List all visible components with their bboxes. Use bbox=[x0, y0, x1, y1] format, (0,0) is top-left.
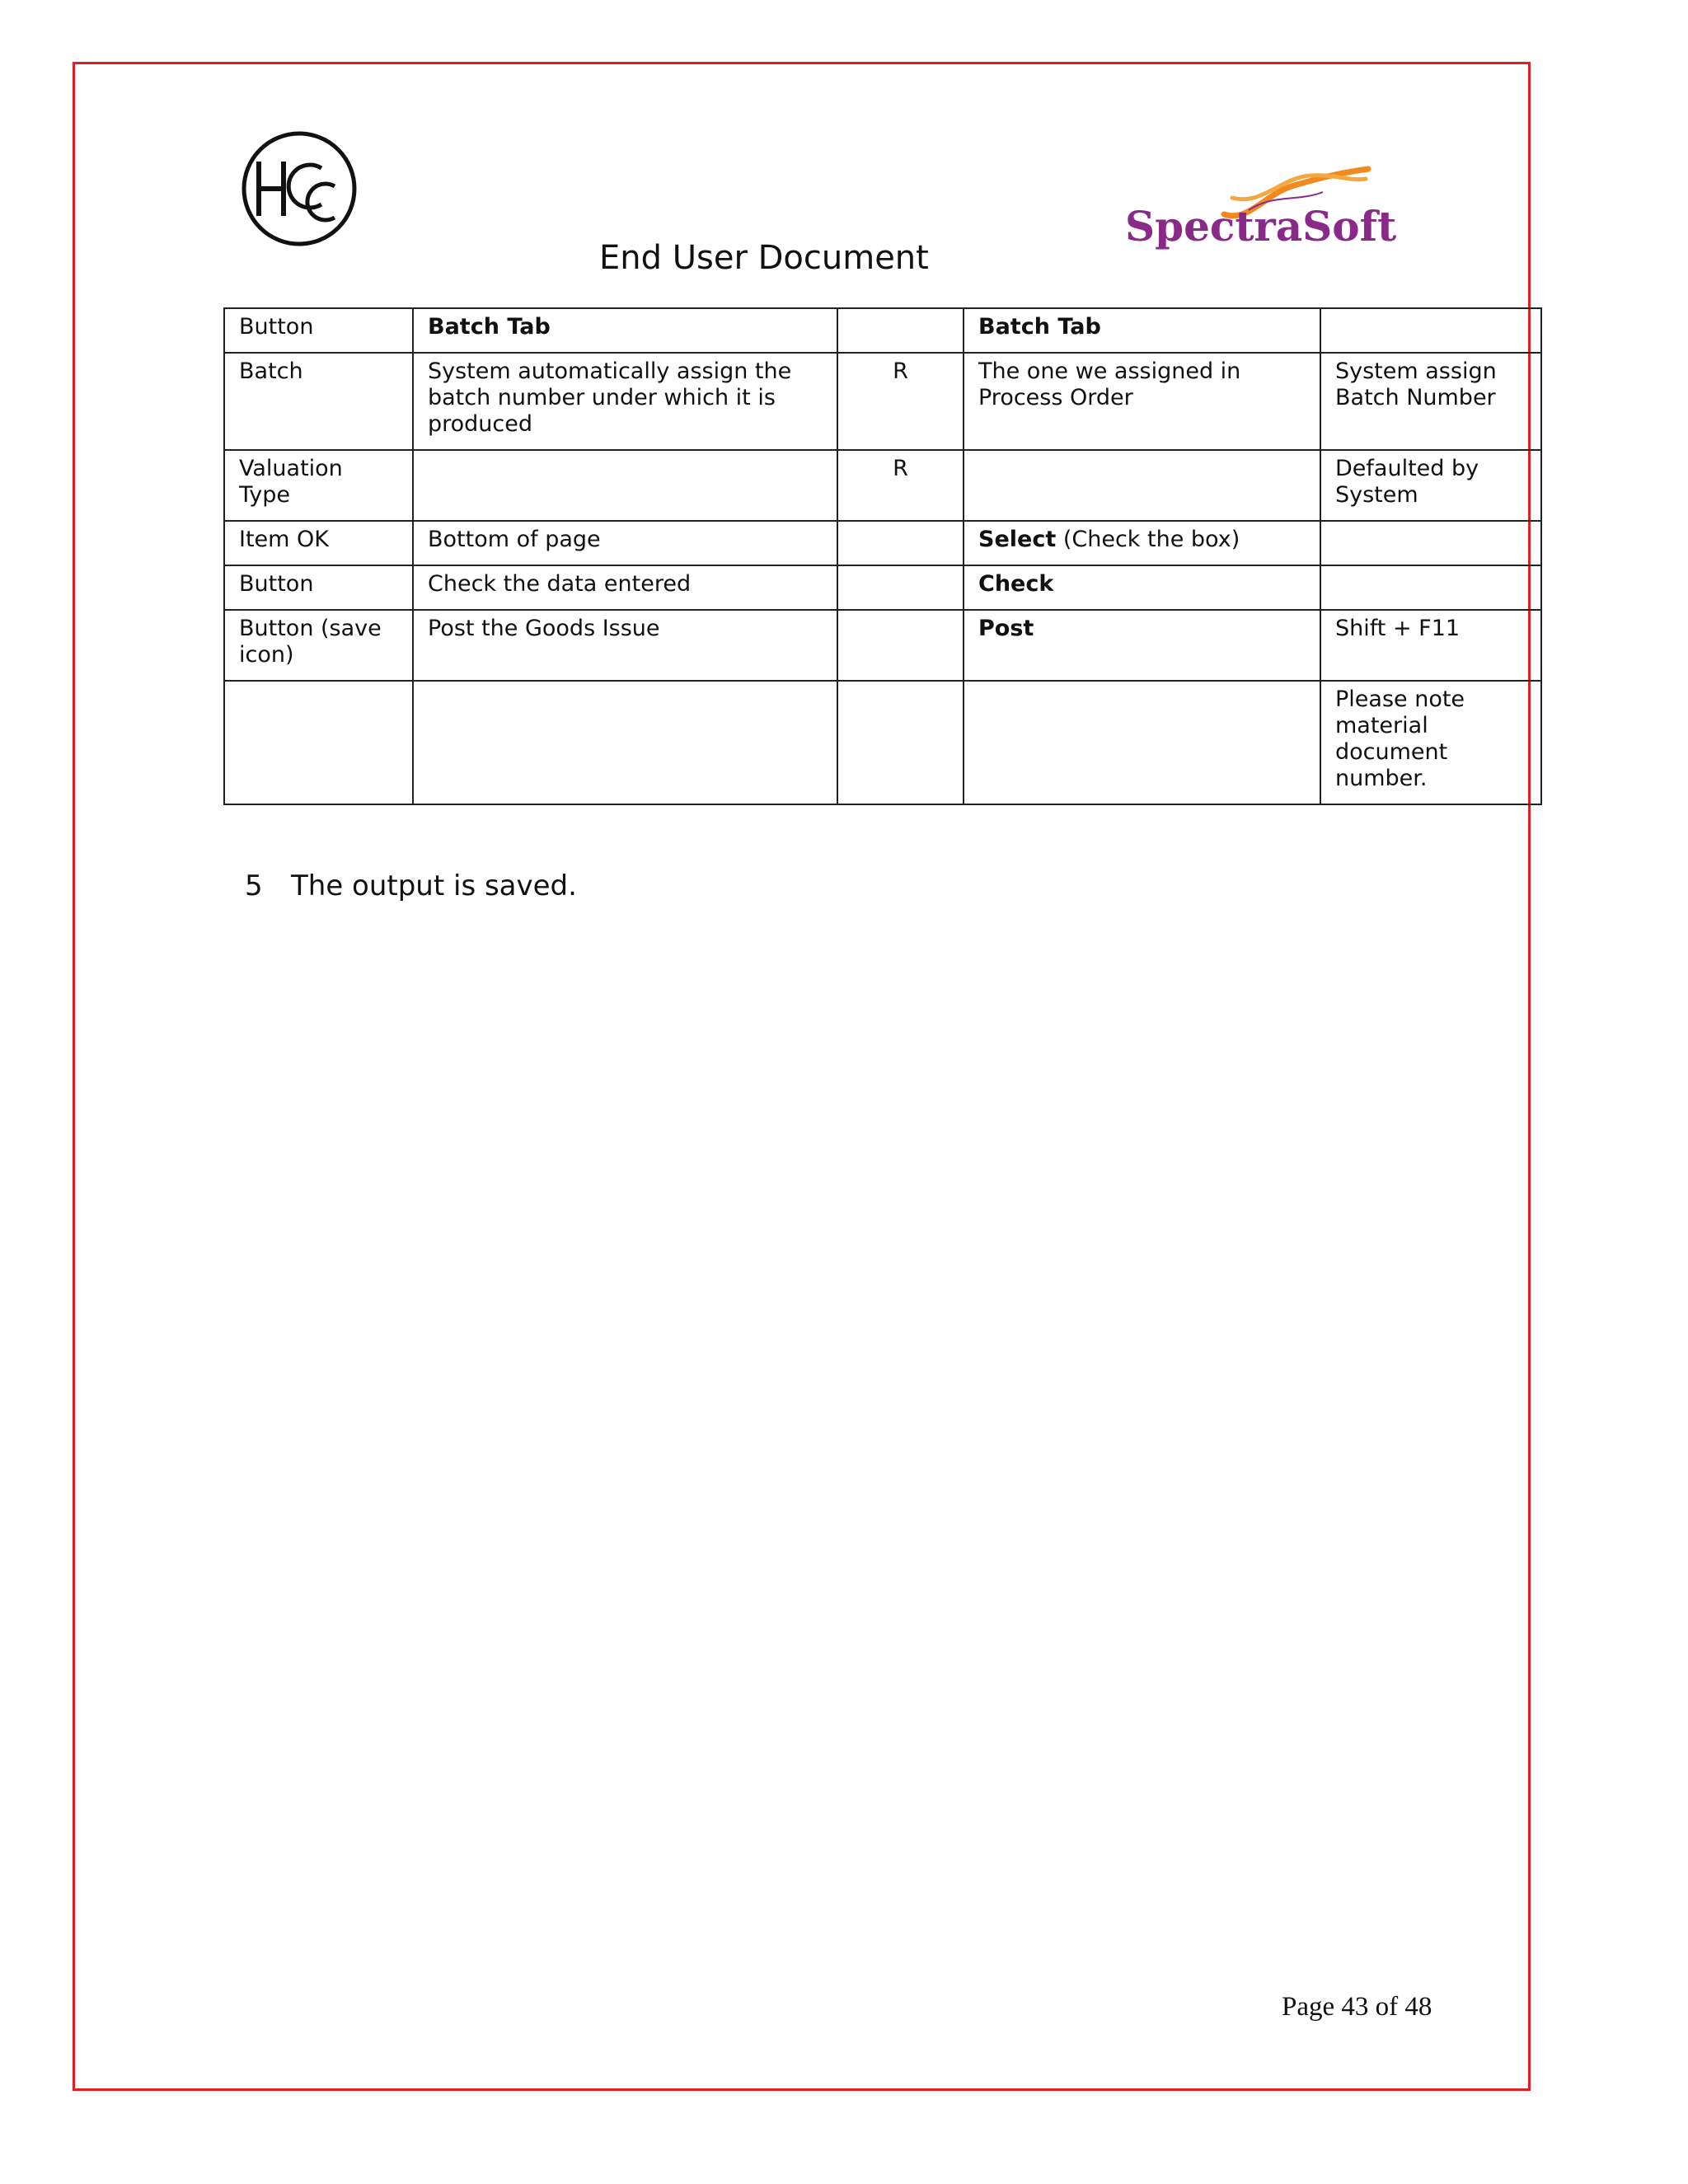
cell-text: Please note material document number. bbox=[1335, 687, 1465, 791]
table-cell bbox=[1320, 565, 1541, 610]
table-cell bbox=[964, 610, 1320, 681]
document-title: End User Document bbox=[599, 239, 929, 277]
spectrasoft-logo bbox=[1125, 161, 1397, 260]
cell-text: Shift + F11 bbox=[1335, 616, 1461, 641]
cell-text: R bbox=[893, 359, 908, 384]
cell-text: Defaulted by System bbox=[1335, 456, 1479, 508]
table-row bbox=[224, 308, 1541, 353]
cell-text: Item OK bbox=[239, 527, 330, 552]
cell-text: Batch Tab bbox=[978, 314, 1101, 340]
cell-text: Batch bbox=[239, 359, 303, 384]
table-cell bbox=[837, 610, 964, 681]
table-row bbox=[224, 565, 1541, 610]
cell-text: Check bbox=[978, 571, 1054, 597]
table-cell bbox=[224, 521, 413, 565]
table-cell bbox=[224, 353, 413, 450]
table-cell bbox=[837, 353, 964, 450]
table-cell bbox=[413, 450, 837, 521]
table-cell bbox=[837, 308, 964, 353]
section-number: 5 bbox=[245, 869, 263, 902]
table-cell bbox=[1320, 610, 1541, 681]
table-cell bbox=[837, 681, 964, 804]
table-cell bbox=[413, 681, 837, 804]
table-cell bbox=[837, 565, 964, 610]
table-cell bbox=[964, 450, 1320, 521]
cell-suffix: (Check the box) bbox=[1056, 527, 1240, 552]
table-row bbox=[224, 681, 1541, 804]
cell-text: System assign Batch Number bbox=[1335, 359, 1497, 410]
section-heading bbox=[245, 869, 577, 902]
cell-text: Valuation Type bbox=[239, 456, 343, 508]
table-cell bbox=[224, 681, 413, 804]
cell-text: Select bbox=[978, 527, 1057, 552]
table-cell bbox=[837, 521, 964, 565]
table-cell bbox=[964, 521, 1320, 565]
table-cell bbox=[413, 353, 837, 450]
table-cell bbox=[413, 308, 837, 353]
section-text: The output is saved. bbox=[291, 869, 577, 902]
table-row bbox=[224, 521, 1541, 565]
table-cell bbox=[224, 308, 413, 353]
cell-text: Button bbox=[239, 314, 314, 340]
table-row bbox=[224, 610, 1541, 681]
table-cell bbox=[224, 565, 413, 610]
cell-text: The one we assigned in Process Order bbox=[978, 359, 1241, 410]
table-cell bbox=[1320, 450, 1541, 521]
cell-text: R bbox=[893, 456, 908, 481]
table-cell bbox=[837, 450, 964, 521]
table-cell bbox=[1320, 521, 1541, 565]
cell-text: Batch Tab bbox=[428, 314, 551, 340]
cell-text: Post the Goods Issue bbox=[428, 616, 660, 641]
table-cell bbox=[964, 681, 1320, 804]
table-cell bbox=[1320, 308, 1541, 353]
table-cell bbox=[964, 353, 1320, 450]
table-row bbox=[224, 450, 1541, 521]
cell-text: Bottom of page bbox=[428, 527, 601, 552]
table-cell bbox=[964, 308, 1320, 353]
table-cell bbox=[413, 565, 837, 610]
cell-text: Button bbox=[239, 571, 314, 597]
table-row bbox=[224, 353, 1541, 450]
table-cell bbox=[413, 610, 837, 681]
instruction-table bbox=[223, 307, 1542, 805]
cell-text: Button (save icon) bbox=[239, 616, 382, 668]
cell-text: Post bbox=[978, 616, 1034, 641]
table-cell bbox=[964, 565, 1320, 610]
table-cell bbox=[224, 610, 413, 681]
hcc-logo bbox=[241, 130, 358, 247]
cell-text: Check the data entered bbox=[428, 571, 692, 597]
table-cell bbox=[413, 521, 837, 565]
table-cell bbox=[1320, 353, 1541, 450]
spectrasoft-wordmark: SpectraSoft bbox=[1125, 202, 1397, 251]
page-number: Page 43 of 48 bbox=[1282, 1992, 1432, 2022]
table-cell bbox=[224, 450, 413, 521]
table-cell bbox=[1320, 681, 1541, 804]
cell-text: System automatically assign the batch number under which it is produced bbox=[428, 359, 792, 437]
